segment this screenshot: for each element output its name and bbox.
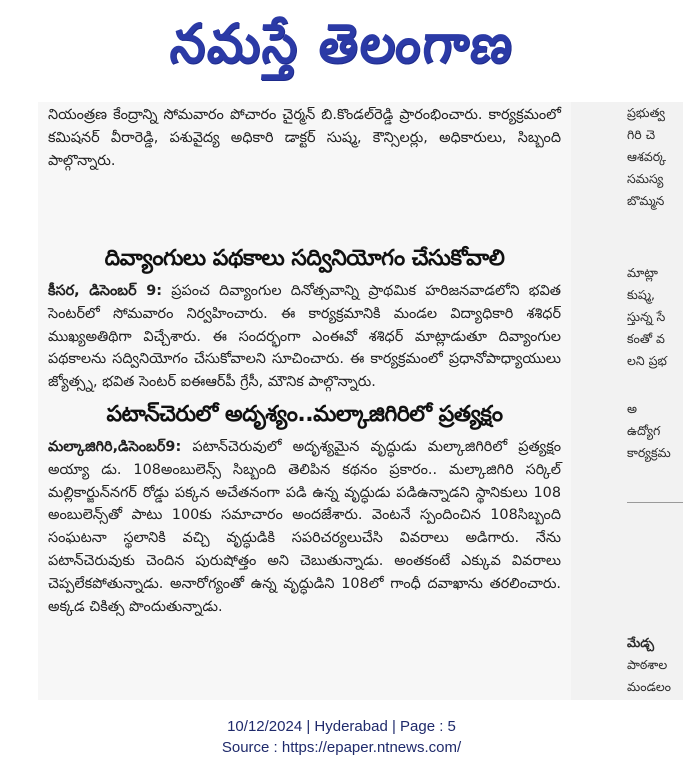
fragment-line: ప్రభుత్వ <box>627 105 665 120</box>
masthead <box>0 0 683 100</box>
fragment-line: మాట్లా <box>627 265 658 280</box>
article-dateline: కీసర, డిసెంబర్ 9: <box>48 283 163 299</box>
newspaper-logo: నమస్తే తెలంగాణ <box>167 11 518 75</box>
fragment-group <box>627 398 683 464</box>
fragment-line: ఆశవర్క <box>627 149 667 164</box>
fragment-line: ఉద్యోగ <box>627 423 661 438</box>
fragment-line: పాఠశాల <box>627 657 668 672</box>
fragment-group <box>627 632 683 698</box>
fragment-line: కుష్మ, <box>627 287 655 302</box>
fragment-line: కంతో వ <box>627 331 665 346</box>
article-intro-text: నియంత్రణ కేంద్రాన్ని సోమవారం పోచారం చైర్మన్ బి.కొండల్‌రెడ్డి ప్రారంభించారు. కార్యక్రమంలో కమిషనర్ వీరారెడ్డి, పశువైద్య అధికారి డాక్టర్ సుష్మ, కౌన్సిలర్లు, అధికారులు, సిబ్బంది పాల్గొన్నారు. <box>48 107 561 169</box>
adjacent-column-fragment <box>571 102 683 700</box>
article-body <box>48 280 561 394</box>
column-divider <box>627 502 683 503</box>
source-link[interactable]: Source : https://epaper.ntnews.com/ <box>221 739 462 756</box>
fragment-line: అ <box>627 401 638 416</box>
article-headline: దివ్యాంగులు పథకాలు సద్వినియోగం చేసుకోవాలి <box>104 246 505 271</box>
article-dateline: మల్కాజిగిరి,డిసెంబర్9: <box>48 439 182 455</box>
fragment-line: కార్యక్రమ <box>627 445 671 460</box>
fragment-line: మేడ్చ <box>627 635 655 650</box>
fragment-line: లని ప్రభ <box>627 353 667 368</box>
article-intro <box>48 102 561 172</box>
article-clipping <box>38 102 572 700</box>
article-body-text: ప్రపంచ దివ్యాంగుల దినోత్సవాన్ని ప్రాథమిక హరిజనవాడలోని భవిత సెంటర్‌లో సోమవారం నిర్వహించారు. ఈ కార్యక్రమానికి మండల విద్యాధికారి శశిధర్ ముఖ్యఅతిథిగా విచ్చేశారు. ఈ సందర్భంగా ఎంఈవో శశిధర్ మాట్లాడుతూ దివ్యాంగుల పథకాలను సద్వినియోగం చేసుకోవాలని సూచించారు. ఈ కార్యక్రమంలో ప్రధానోపాధ్యాయులు జ్యోత్స్న, భవిత సెంటర్ ఐఈఆర్‌పీ గ్రేసీ, మౌనిక పాల్గొన్నారు. <box>48 283 561 391</box>
article-body-text: పటాన్‌చెరువులో అదృశ్యమైన వృద్ధుడు మల్కాజిగిరిలో ప్రత్యక్షం అయ్యా డు. 108అంబులెన్స్ సిబ్బంది తెలిపిన కథనం ప్రకారం.. మల్కాజిగిరి సర్కిల్ మల్లికార్జున్‌నగర్ రోడ్డు పక్కన అచేతనంగా పడి ఉన్న వృద్ధుడు పడిఉన్నాడని స్థానికులు 108 అంబులెన్స్‌తో పాటు 100కు సమాచారం అందజేశారు. వెంటనే స్పందించిన 108సిబ్బంది సంఘటనా స్థలానికి వచ్చి వృద్ధుడికి సపరిచర్యలుచేసి వివరాలు అడిగారు. నేను పటాన్‌చెరువుకు చెందిన పురుషోత్తం అని చెబుతున్నాడు. అంతకంటే ఎక్కువ వివరాలు చెప్పలేకపోతున్నాడు. అనారోగ్యంతో ఉన్న వృద్ధుడిని 108లో గాంధీ దవాఖాను తరలించారు. అక్కడ చికిత్స పొందుతున్నాడు. <box>48 439 562 615</box>
fragment-line: మండలం <box>627 679 672 694</box>
page-footer <box>0 716 683 758</box>
fragment-line: గిరి చె <box>627 127 656 142</box>
fragment-line: బొమ్మన <box>627 193 665 208</box>
article-body <box>48 436 561 618</box>
fragment-line: సమస్య <box>627 171 664 186</box>
fragment-line: స్తున్న సే <box>627 309 666 324</box>
article-missing-elder <box>48 398 561 618</box>
article-disabled-welfare <box>48 242 561 394</box>
edition-info: 10/12/2024 | Hyderabad | Page : 5 <box>227 718 456 735</box>
fragment-group <box>627 102 683 212</box>
article-headline: పటాన్‌చెరులో అదృశ్యం..మల్కాజిగిరిలో ప్రత్యక్షం <box>106 402 503 427</box>
fragment-group <box>627 262 683 372</box>
